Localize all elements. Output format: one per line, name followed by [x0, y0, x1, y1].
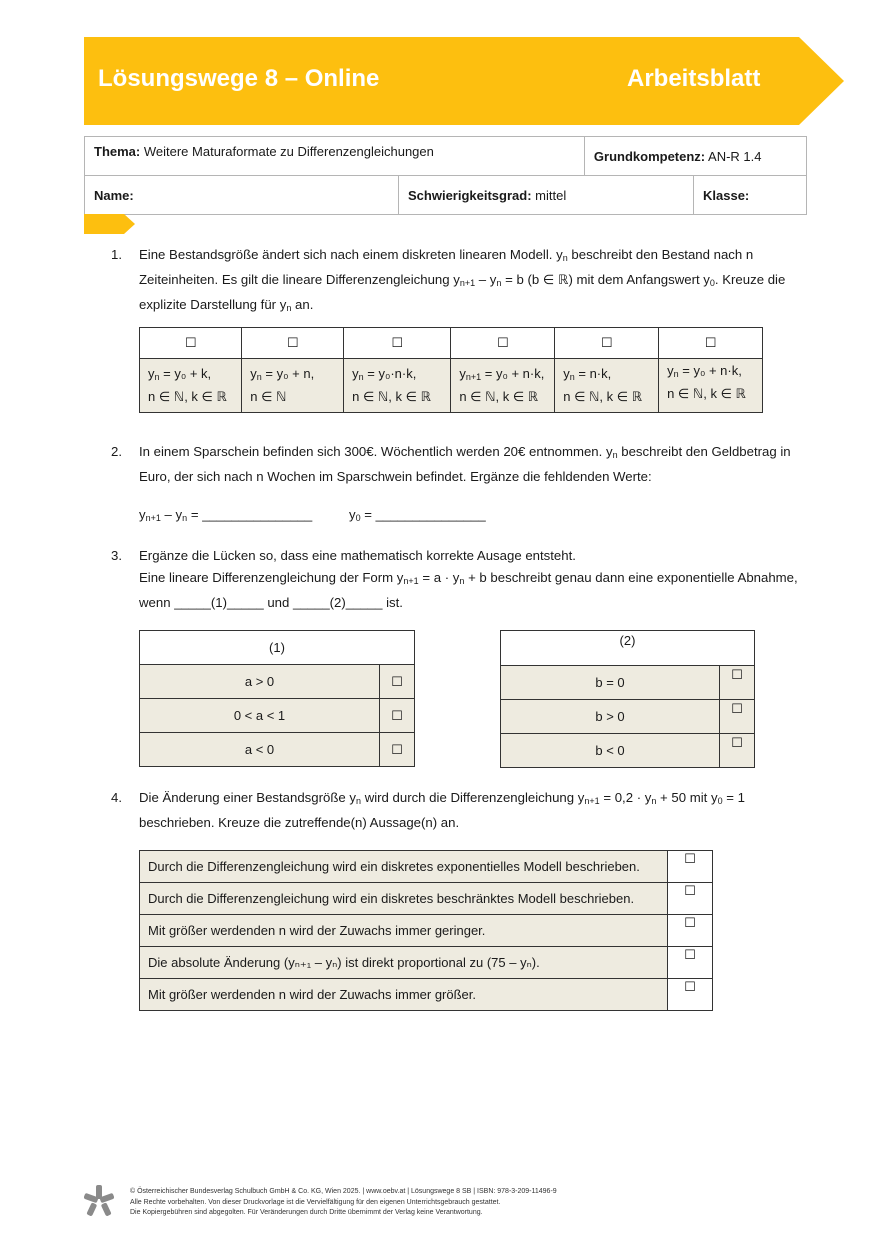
- q3-checkbox-2a[interactable]: ☐: [720, 666, 755, 700]
- footer-line-1: © Österreichischer Bundesverlag Schulbuch GmbH & Co. KG, Wien 2025. | www.oebv.at | Lösungswege 8 SB | ISBN: 978-3-209-11496-9: [130, 1188, 557, 1195]
- q4-statement-4: Die absolute Änderung (yₙ₊₁ – yₙ) ist direkt proportional zu (75 – yₙ).: [140, 947, 668, 979]
- footer-copyright: [130, 1187, 557, 1219]
- q3-option-2a: b = 0: [501, 666, 720, 700]
- q4-statement-5: Mit größer werdenden n wird der Zuwachs immer größer.: [140, 979, 668, 1011]
- footer-line-3: Die Kopiergebühren sind abgegolten. Für Veränderungen durch Dritte übernimmt der Verlag keine Verantwortung.: [130, 1209, 483, 1216]
- q1-options-table: [139, 327, 763, 413]
- question-number: 4.: [111, 790, 122, 805]
- q1-option-3: $y_n = y_0\cdot n\cdot k$, n ∈ ℕ, k ∈ ℝ: [344, 359, 451, 413]
- q3-checkbox-2c[interactable]: ☐: [720, 734, 755, 768]
- q1-checkbox-6[interactable]: ☐: [659, 328, 763, 359]
- q3-checkbox-2b[interactable]: ☐: [720, 700, 755, 734]
- klasse-field[interactable]: Klasse:: [694, 176, 807, 215]
- question-number: 1.: [111, 247, 122, 262]
- q3-table-2-header: (2): [501, 631, 755, 666]
- q3-checkbox-1b[interactable]: ☐: [380, 699, 415, 733]
- question-text: Eine Bestandsgröße ändert sich nach einem diskreten linearen Modell. $y_n$ beschreibt den Bestand nach n Zeiteinheiten. Es gilt die lineare Differenzengleichung $y_{n+1} - y_n = b$ (b ∈ ℝ) mit dem Anfangswert $y_0$. Kreuze die explizite Darstellung für $y_n$ an.: [139, 247, 786, 313]
- q3-checkbox-1a[interactable]: ☐: [380, 665, 415, 699]
- q1-checkbox-1[interactable]: ☐: [140, 328, 242, 359]
- kompetenz-label: Grundkompetenz:: [593, 148, 706, 164]
- question-number: 2.: [111, 444, 122, 459]
- schwierigkeit-cell: [399, 176, 694, 215]
- thema-value: Weitere Maturaformate zu Differenzengleichungen: [143, 144, 434, 159]
- thema-cell: [85, 137, 585, 176]
- q4-statement-3: Mit größer werdenden n wird der Zuwachs immer geringer.: [140, 915, 668, 947]
- kompetenz-value: AN-R 1.4: [708, 148, 762, 164]
- q3-option-1a: a > 0: [140, 665, 380, 699]
- q4-checkbox-2[interactable]: ☐: [668, 883, 713, 915]
- q4-statements-table: [139, 850, 713, 1011]
- section-marker-arrow: [84, 214, 136, 234]
- q3-checkbox-1c[interactable]: ☐: [380, 733, 415, 767]
- q4-checkbox-5[interactable]: ☐: [668, 979, 713, 1011]
- kompetenz-cell: [584, 137, 806, 176]
- q3-option-1b: 0 < a < 1: [140, 699, 380, 733]
- q3-option-1c: a < 0: [140, 733, 380, 767]
- q4-checkbox-3[interactable]: ☐: [668, 915, 713, 947]
- q4-checkbox-1[interactable]: ☐: [668, 851, 713, 883]
- name-field[interactable]: Name:: [85, 176, 399, 215]
- q2-blank-difference[interactable]: $y_{n+1} - y_n$ = _______________: [139, 507, 313, 523]
- q3-table-1: [139, 630, 415, 767]
- publisher-logo-icon: [84, 1185, 114, 1217]
- q1-checkbox-3[interactable]: ☐: [344, 328, 451, 359]
- worksheet-title: Lösungswege 8 – Online: [98, 65, 380, 92]
- q1-option-4: $y_{n+1} = y_0 + n\cdot k$, n ∈ ℕ, k ∈ ℝ: [451, 359, 555, 413]
- thema-label: Thema:: [94, 144, 141, 159]
- question-text: Ergänze die Lücken so, dass eine mathematisch korrekte Ausage entsteht. Eine lineare Differenzengleichung der Form $y_{n+1} = a \cdot y_n + b$ beschreibt genau dann eine exponentielle Abnahme, wenn _____(1)_____ und _____(2)_____ ist.: [139, 548, 798, 610]
- q3-table-1-header: (1): [140, 631, 415, 665]
- q1-option-2: $y_n = y_0 + n$, n ∈ ℕ: [242, 359, 344, 413]
- q2-blank-start-value[interactable]: $y_0$ = _______________: [349, 507, 486, 523]
- q1-option-5: $y_n = n\cdot k$, n ∈ ℕ, k ∈ ℝ: [555, 359, 659, 413]
- q4-statement-1: Durch die Differenzengleichung wird ein diskretes exponentielles Modell beschrieben.: [140, 851, 668, 883]
- schwierigkeit-value: mittel: [535, 187, 567, 203]
- q1-option-6: $y_n = y_0 + n\cdot k$, n ∈ ℕ, k ∈ ℝ: [659, 359, 763, 413]
- header-banner: [84, 37, 844, 125]
- q1-checkbox-2[interactable]: ☐: [242, 328, 344, 359]
- question-text: In einem Sparschein befinden sich 300€. Wöchentlich werden 20€ entnommen. $y_n$ beschreibt den Geldbetrag in Euro, der sich nach n Wochen im Sparschwein befindet. Ergänze die fehldenden Werte:: [139, 444, 791, 484]
- question-text: Die Änderung einer Bestandsgröße $y_n$ wird durch die Differenzengleichung $y_{n+1} = 0,2 \cdot y_n + 50$ mit $y_0 = 1$ beschrieben. Kreuze die zutreffende(n) Aussage(n) an.: [139, 790, 745, 830]
- q3-option-2c: b < 0: [501, 734, 720, 768]
- q1-checkbox-5[interactable]: ☐: [555, 328, 659, 359]
- q3-table-2: [500, 630, 755, 768]
- q4-statement-2: Durch die Differenzengleichung wird ein diskretes beschränktes Modell beschrieben.: [140, 883, 668, 915]
- question-number: 3.: [111, 548, 122, 563]
- footer-line-2: Alle Rechte vorbehalten. Von dieser Druckvorlage ist die Vervielfältigung für den eigenen Unterrichtsgebrauch gestattet.: [130, 1198, 501, 1206]
- document-type: Arbeitsblatt: [627, 65, 761, 92]
- q1-checkbox-4[interactable]: ☐: [451, 328, 555, 359]
- info-table: [84, 136, 807, 215]
- q4-checkbox-4[interactable]: ☐: [668, 947, 713, 979]
- q3-option-2b: b > 0: [501, 700, 720, 734]
- schwierigkeit-label: Schwierigkeitsgrad:: [408, 187, 532, 203]
- q1-option-1: $y_n = y_0 + k$, n ∈ ℕ, k ∈ ℝ: [140, 359, 242, 413]
